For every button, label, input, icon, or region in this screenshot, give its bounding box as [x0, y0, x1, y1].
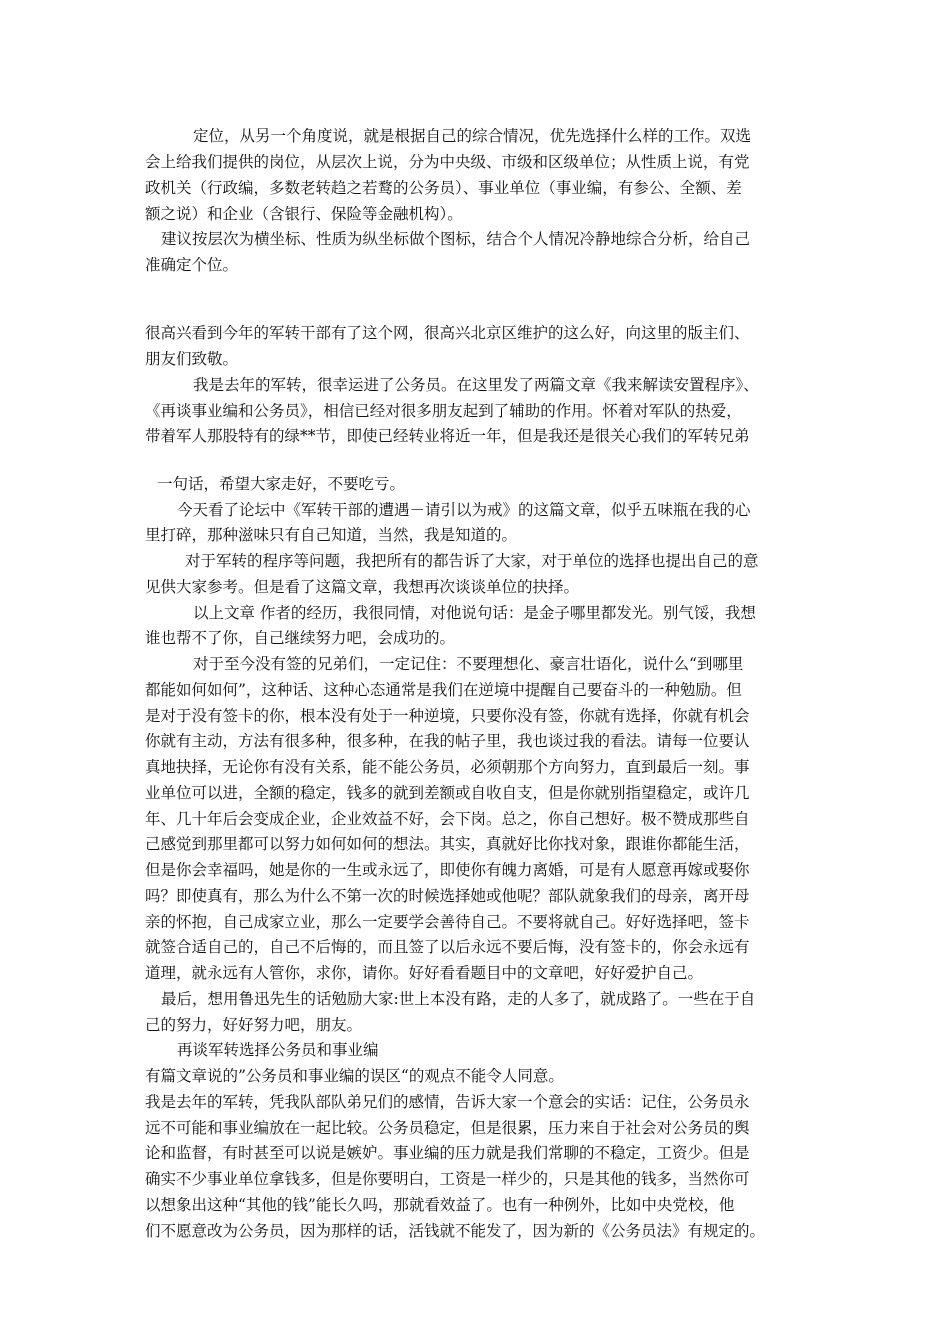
text-line: 以想象出这种“其他的钱”能长久吗，那就看效益了。也有一种例外，比如中央党校，他 — [145, 1196, 735, 1214]
text-line: 一句话，希望大家走好，不要吃亏。 — [157, 475, 406, 493]
text-line: 我是去年的军转，很幸运进了公务员。在这里发了两篇文章《我来解读安置程序》、 — [193, 376, 759, 394]
text-line: 真地抉择，无论你有没有关系，能不能公务员，必须朝那个方向努力，直到最后一刻。事 — [145, 758, 750, 776]
text-line: 道理，就永远有人管你，求你，请你。好好看看题目中的文章吧，好好爱护自己。 — [145, 964, 704, 982]
text-line: 政机关（行政编，多数老转趋之若鹜的公务员）、事业单位（事业编，有参公、全额、差 — [145, 179, 742, 197]
text-line: 额之说）和企业（含银行、保险等金融机构）。 — [145, 205, 463, 223]
text-line: 亲的怀抱，自己成家立业，那么一定要学会善待自己。不要将就自己。好好选择吧，签卡 — [145, 913, 750, 931]
text-line: 确实不少事业单位拿钱多，但是你要明白，工资是一样少的，只是其他的钱多，当然你可 — [145, 1170, 750, 1188]
text-line: 对于军转的程序等问题，我把所有的都告诉了大家，对于单位的选择也提出自己的意 — [185, 552, 759, 570]
text-line: 最后，想用鲁迅先生的话勉励大家:世上本没有路，走的人多了，就成路了。一些在于自 — [161, 990, 756, 1008]
text-line: 就签合适自己的，自己不后悔的，而且签了以后永远不要后悔，没有签卡的，你会永远有 — [145, 938, 750, 956]
text-line: 《再谈事业编和公务员》，相信已经对很多朋友起到了辅助的作用。怀着对军队的热爱， — [145, 402, 742, 420]
text-line: 年、几十年后会变成企业，企业效益不好，会下岗。总之，你自己想好。极不赞成那些自 — [145, 810, 750, 828]
text-line: 朋友们致敬。 — [145, 350, 239, 368]
text-line: 吗？即使真有，那么为什么不第一次的时候选择她或他呢？部队就象我们的母亲，离开母 — [145, 887, 750, 905]
text-line: 准确定个位。 — [145, 256, 239, 274]
text-line: 对于至今没有签的兄弟们，一定记住：不要理想化、豪言壮语化，说什么“到哪里 — [193, 655, 744, 673]
text-line: 会上给我们提供的岗位，从层次上说，分为中央级、市级和区级单位；从性质上说，有党 — [145, 153, 750, 171]
text-line: 带着军人那股特有的绿**节，即使已经转业将近一年，但是我还是很关心我们的军转兄弟 — [145, 427, 750, 445]
text-line: 里打碎，那种滋味只有自己知道，当然，我是知道的。 — [145, 526, 518, 544]
text-line: 是对于没有签卡的你，根本没有处于一种逆境，只要你没有签，你就有选择，你就有机会 — [145, 707, 750, 725]
text-line: 但是你会幸福吗，她是你的一生或永远了，即使你有魄力离婚，可是有人愿意再嫁或娶你 — [145, 861, 750, 879]
text-line: 你就有主动，方法有很多种，很多种，在我的帖子里，我也谈过我的看法。请每一位要认 — [145, 732, 750, 750]
text-line: 定位，从另一个角度说，就是根据自己的综合情况，优先选择什么样的工作。双选 — [193, 127, 752, 145]
text-line: 今天看了论坛中《军转干部的遭遇－请引以为戒》的这篇文章，似乎五味瓶在我的心 — [177, 501, 751, 519]
text-line: 远不可能和事业编放在一起比较。公务员稳定，但是很累，压力来自于社会对公务员的舆 — [145, 1119, 750, 1137]
text-line: 很高兴看到今年的军转干部有了这个网，很高兴北京区维护的这么好，向这里的版主们、 — [145, 324, 750, 342]
text-line: 谁也帮不了你，自己继续努力吧，会成功的。 — [145, 629, 456, 647]
section-heading: 再谈军转选择公务员和事业编 — [177, 1041, 379, 1059]
text-line: 们不愿意改为公务员，因为那样的话，活钱就不能发了，因为新的《公务员法》有规定的。 — [145, 1222, 766, 1240]
text-line: 有篇文章说的”公务员和事业编的误区“的观点不能令人同意。 — [145, 1067, 564, 1085]
text-line: 己感觉到那里都可以努力如何如何的想法。其实，真就好比你找对象，跟谁你都能生活， — [145, 835, 750, 853]
text-line: 见供大家参考。但是看了这篇文章，我想再次谈谈单位的抉择。 — [145, 578, 580, 596]
text-line: 以上文章 作者的经历，我很同情，对他说句话：是金子哪里都发光。别气馁，我想 — [193, 604, 756, 622]
text-line: 我是去年的军转，凭我队部队弟兄们的感情，告诉大家一个意会的实话：记住，公务员永 — [145, 1093, 750, 1111]
text-line: 建议按层次为横坐标、性质为纵坐标做个图标，结合个人情况冷静地综合分析，给自己 — [161, 230, 751, 248]
text-line: 业单位可以进，全额的稳定，钱多的就到差额或自收自支，但是你就别指望稳定，或许几 — [145, 784, 750, 802]
text-line: 都能如何如何”，这种话、这种心态通常是我们在逆境中提醒自己要奋斗的一种勉励。但 — [145, 681, 742, 699]
text-line: 论和监督，有时甚至可以说是嫉妒。事业编的压力就是我们常聊的不稳定，工资少。但是 — [145, 1144, 750, 1162]
text-line: 己的努力，好好努力吧，朋友。 — [145, 1016, 363, 1034]
